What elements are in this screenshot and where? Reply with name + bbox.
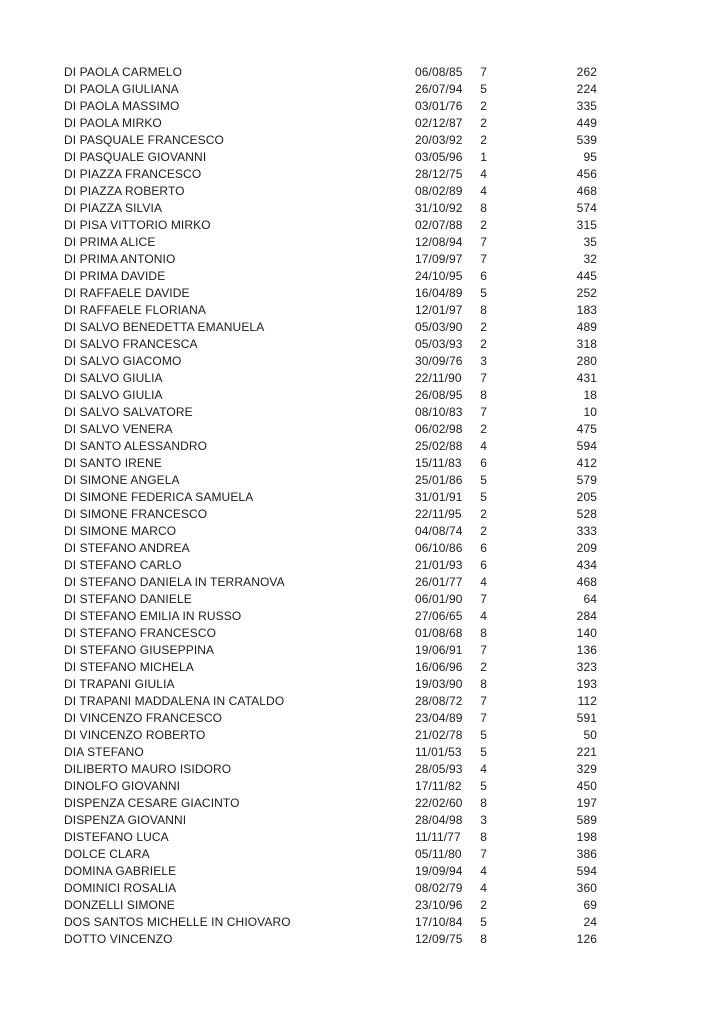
table-row bbox=[64, 829, 597, 846]
value-2: 32 bbox=[583, 252, 597, 266]
birth-date: 03/05/96 bbox=[415, 150, 463, 164]
value-1: 2 bbox=[480, 133, 487, 147]
value-2: 591 bbox=[576, 711, 597, 725]
table-row bbox=[64, 336, 597, 353]
table-row bbox=[64, 931, 597, 948]
value-1: 7 bbox=[480, 694, 487, 708]
value-1: 6 bbox=[480, 269, 487, 283]
value-2: 136 bbox=[576, 643, 597, 657]
birth-date: 21/02/78 bbox=[415, 728, 463, 742]
birth-date: 26/08/95 bbox=[415, 388, 463, 402]
table-row bbox=[64, 914, 597, 931]
person-name: DOMINA GABRIELE bbox=[64, 864, 177, 878]
value-2: 193 bbox=[576, 677, 597, 691]
person-name: DISTEFANO LUCA bbox=[64, 830, 169, 844]
value-1: 6 bbox=[480, 558, 487, 572]
birth-date: 22/02/60 bbox=[415, 796, 463, 810]
person-name: DI SALVO SALVATORE bbox=[64, 405, 193, 419]
person-name: DOLCE CLARA bbox=[64, 847, 150, 861]
value-1: 7 bbox=[480, 235, 487, 249]
table-row bbox=[64, 540, 597, 557]
value-2: 468 bbox=[576, 184, 597, 198]
value-2: 434 bbox=[576, 558, 597, 572]
person-name: DI VINCENZO ROBERTO bbox=[64, 728, 206, 742]
value-2: 579 bbox=[576, 473, 597, 487]
birth-date: 30/09/76 bbox=[415, 354, 463, 368]
table-row bbox=[64, 115, 597, 132]
value-2: 594 bbox=[576, 439, 597, 453]
table-row bbox=[64, 421, 597, 438]
birth-date: 22/11/90 bbox=[415, 371, 462, 385]
value-2: 205 bbox=[576, 490, 597, 504]
person-name: DI PIAZZA ROBERTO bbox=[64, 184, 185, 198]
birth-date: 19/03/90 bbox=[415, 677, 463, 691]
value-1: 2 bbox=[480, 660, 487, 674]
value-2: 449 bbox=[576, 116, 597, 130]
table-row bbox=[64, 506, 597, 523]
person-name: DI SALVO GIACOMO bbox=[64, 354, 182, 368]
person-name: DOS SANTOS MICHELLE IN CHIOVARO bbox=[64, 915, 291, 929]
value-2: 335 bbox=[576, 99, 597, 113]
birth-date: 20/03/92 bbox=[415, 133, 463, 147]
value-1: 4 bbox=[480, 762, 487, 776]
value-1: 7 bbox=[480, 405, 487, 419]
value-2: 69 bbox=[583, 898, 597, 912]
table-row bbox=[64, 183, 597, 200]
person-name: DI STEFANO ANDREA bbox=[64, 541, 190, 555]
table-row bbox=[64, 251, 597, 268]
birth-date: 28/05/93 bbox=[415, 762, 463, 776]
value-2: 198 bbox=[576, 830, 597, 844]
person-name: DI PISA VITTORIO MIRKO bbox=[64, 218, 211, 232]
table-row bbox=[64, 812, 597, 829]
value-1: 4 bbox=[480, 864, 487, 878]
table-row bbox=[64, 387, 597, 404]
value-1: 2 bbox=[480, 898, 487, 912]
birth-date: 06/08/85 bbox=[415, 65, 463, 79]
value-2: 360 bbox=[576, 881, 597, 895]
person-name: DI TRAPANI MADDALENA IN CATALDO bbox=[64, 694, 285, 708]
table-row bbox=[64, 625, 597, 642]
table-row bbox=[64, 523, 597, 540]
table-row bbox=[64, 234, 597, 251]
person-name: DI PASQUALE GIOVANNI bbox=[64, 150, 207, 164]
table-row bbox=[64, 302, 597, 319]
birth-date: 06/02/98 bbox=[415, 422, 463, 436]
value-2: 475 bbox=[576, 422, 597, 436]
table-row bbox=[64, 608, 597, 625]
value-2: 50 bbox=[583, 728, 597, 742]
value-2: 450 bbox=[576, 779, 597, 793]
table-row bbox=[64, 880, 597, 897]
value-1: 2 bbox=[480, 524, 487, 538]
table-row bbox=[64, 489, 597, 506]
table-row bbox=[64, 370, 597, 387]
value-1: 8 bbox=[480, 388, 487, 402]
table-row bbox=[64, 778, 597, 795]
birth-date: 11/11/77 bbox=[415, 830, 461, 844]
birth-date: 19/06/91 bbox=[415, 643, 463, 657]
birth-date: 03/01/76 bbox=[415, 99, 463, 113]
value-2: 412 bbox=[576, 456, 597, 470]
value-2: 262 bbox=[576, 65, 597, 79]
birth-date: 17/10/84 bbox=[415, 915, 463, 929]
person-name: DOTTO VINCENZO bbox=[64, 932, 173, 946]
table-row bbox=[64, 64, 597, 81]
table-row bbox=[64, 642, 597, 659]
table-row bbox=[64, 166, 597, 183]
value-1: 7 bbox=[480, 711, 487, 725]
value-1: 8 bbox=[480, 303, 487, 317]
person-name: DI PIAZZA SILVIA bbox=[64, 201, 163, 215]
table-row bbox=[64, 897, 597, 914]
value-1: 5 bbox=[480, 490, 487, 504]
value-1: 5 bbox=[480, 915, 487, 929]
person-name: DI PRIMA DAVIDE bbox=[64, 269, 166, 283]
value-2: 594 bbox=[576, 864, 597, 878]
birth-date: 17/09/97 bbox=[415, 252, 463, 266]
value-1: 2 bbox=[480, 337, 487, 351]
birth-date: 12/09/75 bbox=[415, 932, 463, 946]
table-row bbox=[64, 744, 597, 761]
table-row bbox=[64, 319, 597, 336]
birth-date: 06/10/86 bbox=[415, 541, 463, 555]
value-2: 468 bbox=[576, 575, 597, 589]
value-1: 8 bbox=[480, 932, 487, 946]
value-1: 4 bbox=[480, 439, 487, 453]
value-1: 5 bbox=[480, 745, 487, 759]
person-name: DI VINCENZO FRANCESCO bbox=[64, 711, 223, 725]
value-2: 431 bbox=[576, 371, 597, 385]
birth-date: 23/04/89 bbox=[415, 711, 463, 725]
value-2: 221 bbox=[576, 745, 597, 759]
table-row bbox=[64, 727, 597, 744]
value-2: 95 bbox=[583, 150, 597, 164]
person-name: DI SANTO IRENE bbox=[64, 456, 162, 470]
value-2: 140 bbox=[576, 626, 597, 640]
birth-date: 16/06/96 bbox=[415, 660, 463, 674]
person-name: DINOLFO GIOVANNI bbox=[64, 779, 181, 793]
value-2: 224 bbox=[576, 82, 597, 96]
value-2: 386 bbox=[576, 847, 597, 861]
person-name: DI STEFANO DANIELE bbox=[64, 592, 192, 606]
birth-date: 02/12/87 bbox=[415, 116, 463, 130]
value-1: 2 bbox=[480, 507, 487, 521]
table-row bbox=[64, 591, 597, 608]
value-2: 252 bbox=[576, 286, 597, 300]
person-name: DISPENZA CESARE GIACINTO bbox=[64, 796, 240, 810]
birth-date: 28/08/72 bbox=[415, 694, 463, 708]
table-row bbox=[64, 557, 597, 574]
person-name: DI PRIMA ANTONIO bbox=[64, 252, 176, 266]
value-2: 323 bbox=[576, 660, 597, 674]
birth-date: 06/01/90 bbox=[415, 592, 463, 606]
value-1: 7 bbox=[480, 643, 487, 657]
person-name: DI RAFFAELE DAVIDE bbox=[64, 286, 190, 300]
value-1: 2 bbox=[480, 320, 487, 334]
value-1: 6 bbox=[480, 456, 487, 470]
person-name: DI STEFANO FRANCESCO bbox=[64, 626, 217, 640]
birth-date: 12/01/97 bbox=[415, 303, 463, 317]
table-row bbox=[64, 81, 597, 98]
birth-date: 12/08/94 bbox=[415, 235, 463, 249]
table-row bbox=[64, 98, 597, 115]
value-2: 126 bbox=[576, 932, 597, 946]
table-row bbox=[64, 863, 597, 880]
person-name: DI SALVO VENERA bbox=[64, 422, 173, 436]
birth-date: 26/07/94 bbox=[415, 82, 463, 96]
value-1: 7 bbox=[480, 371, 487, 385]
table-row bbox=[64, 455, 597, 472]
value-1: 3 bbox=[480, 813, 487, 827]
value-1: 2 bbox=[480, 99, 487, 113]
person-name: DI SIMONE FEDERICA SAMUELA bbox=[64, 490, 254, 504]
value-2: 18 bbox=[583, 388, 597, 402]
table-row bbox=[64, 285, 597, 302]
birth-date: 21/01/93 bbox=[415, 558, 463, 572]
value-1: 5 bbox=[480, 473, 487, 487]
birth-date: 25/02/88 bbox=[415, 439, 463, 453]
value-1: 1 bbox=[480, 150, 487, 164]
table-row bbox=[64, 149, 597, 166]
value-1: 8 bbox=[480, 677, 487, 691]
person-name: DI STEFANO MICHELA bbox=[64, 660, 194, 674]
value-2: 197 bbox=[576, 796, 597, 810]
roster-list bbox=[64, 64, 597, 948]
birth-date: 08/02/89 bbox=[415, 184, 463, 198]
value-1: 7 bbox=[480, 847, 487, 861]
birth-date: 22/11/95 bbox=[415, 507, 462, 521]
person-name: DI STEFANO GIUSEPPINA bbox=[64, 643, 215, 657]
person-name: DI PASQUALE FRANCESCO bbox=[64, 133, 224, 147]
value-1: 4 bbox=[480, 167, 487, 181]
table-row bbox=[64, 217, 597, 234]
birth-date: 28/12/75 bbox=[415, 167, 463, 181]
value-2: 489 bbox=[576, 320, 597, 334]
value-2: 574 bbox=[576, 201, 597, 215]
value-2: 10 bbox=[583, 405, 597, 419]
birth-date: 24/10/95 bbox=[415, 269, 463, 283]
person-name: DI PIAZZA FRANCESCO bbox=[64, 167, 202, 181]
value-1: 8 bbox=[480, 626, 487, 640]
value-2: 333 bbox=[576, 524, 597, 538]
person-name: DONZELLI SIMONE bbox=[64, 898, 175, 912]
value-1: 4 bbox=[480, 184, 487, 198]
value-1: 5 bbox=[480, 728, 487, 742]
table-row bbox=[64, 676, 597, 693]
person-name: DI SALVO GIULIA bbox=[64, 371, 163, 385]
value-2: 24 bbox=[583, 915, 597, 929]
value-1: 7 bbox=[480, 65, 487, 79]
birth-date: 26/01/77 bbox=[415, 575, 463, 589]
value-2: 445 bbox=[576, 269, 597, 283]
value-1: 4 bbox=[480, 575, 487, 589]
value-2: 284 bbox=[576, 609, 597, 623]
birth-date: 05/11/80 bbox=[415, 847, 462, 861]
value-1: 7 bbox=[480, 592, 487, 606]
value-2: 318 bbox=[576, 337, 597, 351]
person-name: DI RAFFAELE FLORIANA bbox=[64, 303, 207, 317]
birth-date: 16/04/89 bbox=[415, 286, 463, 300]
person-name: DI PAOLA MIRKO bbox=[64, 116, 162, 130]
value-1: 2 bbox=[480, 116, 487, 130]
value-2: 209 bbox=[576, 541, 597, 555]
table-row bbox=[64, 132, 597, 149]
value-1: 7 bbox=[480, 252, 487, 266]
person-name: DI SALVO BENEDETTA EMANUELA bbox=[64, 320, 265, 334]
birth-date: 02/07/88 bbox=[415, 218, 463, 232]
person-name: DISPENZA GIOVANNI bbox=[64, 813, 187, 827]
person-name: DI SIMONE MARCO bbox=[64, 524, 177, 538]
birth-date: 08/02/79 bbox=[415, 881, 463, 895]
birth-date: 25/01/86 bbox=[415, 473, 463, 487]
birth-date: 23/10/96 bbox=[415, 898, 463, 912]
person-name: DI STEFANO EMILIA IN RUSSO bbox=[64, 609, 242, 623]
value-1: 3 bbox=[480, 354, 487, 368]
table-row bbox=[64, 710, 597, 727]
value-2: 280 bbox=[576, 354, 597, 368]
person-name: DI PAOLA MASSIMO bbox=[64, 99, 180, 113]
person-name: DIA STEFANO bbox=[64, 745, 144, 759]
birth-date: 01/08/68 bbox=[415, 626, 463, 640]
person-name: DI STEFANO CARLO bbox=[64, 558, 182, 572]
person-name: DI STEFANO DANIELA IN TERRANOVA bbox=[64, 575, 285, 589]
person-name: DI TRAPANI GIULIA bbox=[64, 677, 175, 691]
value-1: 5 bbox=[480, 779, 487, 793]
person-name: DOMINICI ROSALIA bbox=[64, 881, 177, 895]
table-row bbox=[64, 795, 597, 812]
value-2: 183 bbox=[576, 303, 597, 317]
birth-date: 28/04/98 bbox=[415, 813, 463, 827]
table-row bbox=[64, 438, 597, 455]
value-1: 6 bbox=[480, 541, 487, 555]
birth-date: 11/01/53 bbox=[415, 745, 462, 759]
value-1: 8 bbox=[480, 830, 487, 844]
value-2: 112 bbox=[577, 694, 597, 708]
person-name: DI SALVO FRANCESCA bbox=[64, 337, 198, 351]
value-1: 8 bbox=[480, 796, 487, 810]
table-row bbox=[64, 268, 597, 285]
birth-date: 31/01/91 bbox=[415, 490, 463, 504]
person-name: DI SIMONE ANGELA bbox=[64, 473, 180, 487]
birth-date: 19/09/94 bbox=[415, 864, 463, 878]
value-1: 4 bbox=[480, 609, 487, 623]
birth-date: 17/11/82 bbox=[415, 779, 462, 793]
value-2: 315 bbox=[576, 218, 597, 232]
table-row bbox=[64, 761, 597, 778]
person-name: DI SALVO GIULIA bbox=[64, 388, 163, 402]
value-1: 2 bbox=[480, 422, 487, 436]
value-2: 456 bbox=[576, 167, 597, 181]
person-name: DI PAOLA CARMELO bbox=[64, 65, 183, 79]
table-row bbox=[64, 353, 597, 370]
value-1: 5 bbox=[480, 82, 487, 96]
table-row bbox=[64, 693, 597, 710]
value-2: 589 bbox=[576, 813, 597, 827]
table-row bbox=[64, 404, 597, 421]
table-row bbox=[64, 472, 597, 489]
person-name: DI PRIMA ALICE bbox=[64, 235, 156, 249]
value-2: 35 bbox=[583, 235, 597, 249]
value-1: 5 bbox=[480, 286, 487, 300]
person-name: DI SANTO ALESSANDRO bbox=[64, 439, 208, 453]
table-row bbox=[64, 200, 597, 217]
birth-date: 08/10/83 bbox=[415, 405, 463, 419]
table-row bbox=[64, 574, 597, 591]
value-2: 528 bbox=[576, 507, 597, 521]
person-name: DI SIMONE FRANCESCO bbox=[64, 507, 208, 521]
birth-date: 15/11/83 bbox=[415, 456, 462, 470]
value-2: 64 bbox=[583, 592, 597, 606]
person-name: DILIBERTO MAURO ISIDORO bbox=[64, 762, 232, 776]
value-2: 539 bbox=[576, 133, 597, 147]
value-1: 4 bbox=[480, 881, 487, 895]
table-row bbox=[64, 659, 597, 676]
birth-date: 27/06/65 bbox=[415, 609, 463, 623]
person-name: DI PAOLA GIULIANA bbox=[64, 82, 179, 96]
birth-date: 04/08/74 bbox=[415, 524, 463, 538]
birth-date: 05/03/93 bbox=[415, 337, 463, 351]
value-2: 329 bbox=[576, 762, 597, 776]
birth-date: 31/10/92 bbox=[415, 201, 463, 215]
birth-date: 05/03/90 bbox=[415, 320, 463, 334]
value-1: 2 bbox=[480, 218, 487, 232]
table-row bbox=[64, 846, 597, 863]
value-1: 8 bbox=[480, 201, 487, 215]
